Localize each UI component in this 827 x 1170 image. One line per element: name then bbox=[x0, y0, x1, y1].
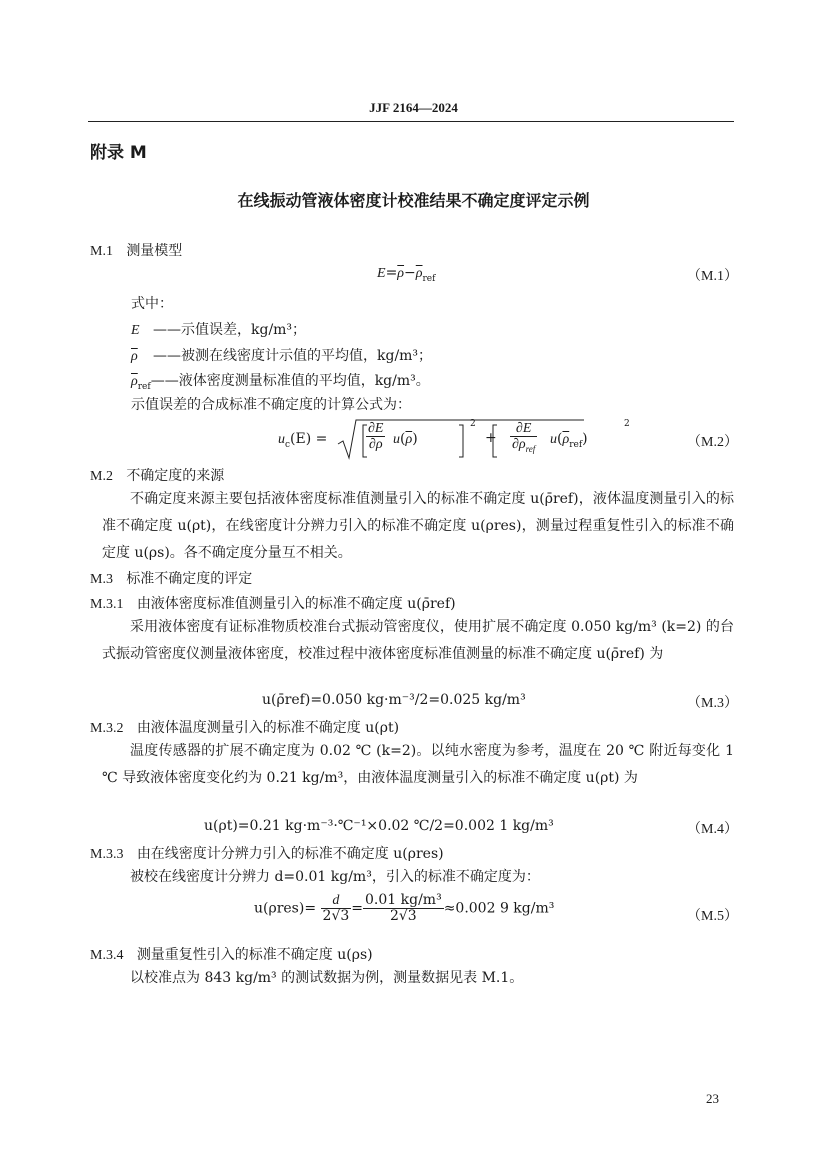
running-header: JJF 2164—2024 bbox=[369, 100, 458, 115]
frac-numerator: 0.01 kg/m³ bbox=[365, 892, 442, 908]
frac-numerator: ∂E bbox=[368, 421, 384, 436]
equation-m5 bbox=[254, 893, 554, 924]
eq-symbol: u bbox=[278, 432, 285, 447]
eq-superscript: 2 bbox=[624, 419, 630, 429]
frac-denominator: 2√3 bbox=[389, 908, 417, 924]
where-label: 式中： bbox=[131, 296, 173, 312]
definition-row bbox=[131, 345, 432, 365]
eq-text: ≈0.002 9 kg/m³ bbox=[443, 900, 555, 917]
equation-number: （M.1） bbox=[687, 269, 738, 284]
section-title: 标准不确定度的评定 bbox=[126, 571, 253, 587]
eq-subscript: ref bbox=[422, 273, 436, 284]
eq-op: = bbox=[351, 900, 364, 917]
page-number: 23 bbox=[706, 1091, 719, 1106]
section-title: 不确定度的来源 bbox=[126, 468, 225, 484]
paragraph: 不确定度来源主要包括液体密度标准值测量引入的标准不确定度 u(ρ̄ref)，液体温度测量引入的标准不确定度 u(ρt)，在线密度计分辨力引入的标准不确定度 u(ρres)，测量过程重复性引入的标准不确定度 u(ρs)。各不确定度分量互不相关。 bbox=[102, 491, 734, 561]
def-subscript: ref bbox=[137, 381, 151, 392]
section-number: M.1 bbox=[90, 244, 113, 259]
page-title: 在线振动管液体密度计校准结果不确定度评定示例 bbox=[237, 191, 590, 210]
section-number: M.2 bbox=[90, 469, 113, 484]
paragraph: 被校在线密度计分辨力 d=0.01 kg/m³，引入的标准不确定度为： bbox=[130, 869, 540, 885]
eq-term: $u(\overline{\rho})$ bbox=[393, 431, 418, 447]
frac-numerator: ∂E bbox=[510, 421, 537, 437]
frac-denominator: ∂ρ bbox=[368, 437, 383, 452]
definition-row bbox=[131, 370, 430, 392]
frac-denominator: $\partial\rho_{ref}$ bbox=[512, 437, 536, 454]
section-number: M.3.2 bbox=[90, 721, 124, 736]
appendix-label: 附录 M bbox=[90, 143, 147, 163]
fraction bbox=[363, 893, 444, 924]
eq-text: u(ρres)= bbox=[254, 900, 317, 917]
equation-number: （M.5） bbox=[687, 909, 738, 924]
def-text: ——液体密度测量标准值的平均值，kg/m³。 bbox=[150, 373, 430, 389]
section-number: M.3.1 bbox=[90, 597, 124, 612]
frac-denominator: 2√3 bbox=[322, 908, 350, 924]
equation-number: （M.3） bbox=[687, 696, 738, 711]
eq-op: + bbox=[485, 430, 497, 446]
formula-intro: 示值误差的合成标准不确定度的计算公式为： bbox=[131, 397, 411, 413]
eq-op: = bbox=[385, 265, 398, 281]
equation-m4: u(ρt)=0.21 kg·m⁻³·℃⁻¹×0.02 ℃/2=0.002 1 kg/m³ bbox=[204, 818, 554, 834]
eq-term: $u(\overline{\rho}_{ref})$ bbox=[550, 431, 588, 450]
eq-op: − bbox=[404, 265, 416, 281]
header-rule bbox=[88, 121, 734, 122]
subsection-heading-m33 bbox=[90, 843, 444, 863]
def-symbol: $\overline{\rho}$ bbox=[131, 374, 138, 389]
equation-number: （M.2） bbox=[687, 435, 738, 450]
section-title: 测量模型 bbox=[126, 243, 183, 259]
partial-fraction bbox=[366, 421, 385, 452]
fraction bbox=[321, 893, 352, 924]
subsection-heading-m31 bbox=[90, 593, 456, 613]
equation-m3: u(ρ̄ref)=0.050 kg·m⁻³/2=0.025 kg/m³ bbox=[262, 692, 526, 708]
paragraph: 采用液体密度有证标准物质校准台式振动管密度仪，使用扩展不确定度 0.050 kg/m³ (k=2) 的台式振动管密度仪测量液体密度，校准过程中液体密度标准值测量的标准不确定度 u(ρ̄ref) 为 bbox=[102, 619, 734, 662]
eq-superscript: 2 bbox=[470, 419, 476, 429]
subsection-heading-m34 bbox=[90, 944, 373, 964]
eq-subscript: c bbox=[285, 439, 291, 450]
section-number: M.3.4 bbox=[90, 948, 124, 963]
section-number: M.3 bbox=[90, 572, 113, 587]
section-heading-m3 bbox=[90, 568, 252, 588]
def-text: ——示值误差，kg/m³； bbox=[153, 322, 307, 338]
section-title: 测量重复性引入的标准不确定度 u(ρs) bbox=[136, 947, 373, 963]
section-number: M.3.3 bbox=[90, 847, 124, 862]
subsection-heading-m32 bbox=[90, 717, 399, 737]
equation-number: （M.4） bbox=[687, 822, 738, 837]
eq-symbol: $\overline{\rho}$ bbox=[397, 266, 405, 281]
definition-row bbox=[131, 319, 306, 339]
def-text: ——被测在线密度计示值的平均值，kg/m³； bbox=[153, 348, 433, 364]
section-title: 由液体温度测量引入的标准不确定度 u(ρt) bbox=[136, 720, 400, 736]
section-heading-m1 bbox=[90, 240, 182, 260]
eq-text: (E) = bbox=[290, 431, 328, 447]
eq-symbol: $\overline{\rho}$ bbox=[415, 266, 423, 281]
frac-numerator: d bbox=[321, 893, 352, 909]
section-title: 由液体密度标准值测量引入的标准不确定度 u(ρ̄ref) bbox=[136, 596, 456, 612]
def-symbol: E bbox=[131, 323, 140, 338]
paragraph: 温度传感器的扩展不确定度为 0.02 ℃ (k=2)。以纯水密度为参考，温度在 20 ℃ 附近每变化 1 ℃ 导致液体密度变化约为 0.21 kg/m³，由液体温度测量引入的标准不确定度 u(ρt) 为 bbox=[102, 743, 734, 786]
paragraph: 以校准点为 843 kg/m³ 的测试数据为例，测量数据见表 M.1。 bbox=[130, 970, 524, 986]
def-symbol: $\overline{\rho}$ bbox=[131, 349, 138, 364]
partial-fraction bbox=[510, 421, 537, 457]
section-heading-m2 bbox=[90, 465, 224, 485]
equation-m1 bbox=[377, 265, 435, 284]
section-title: 由在线密度计分辨力引入的标准不确定度 u(ρres) bbox=[136, 846, 444, 862]
eq-symbol: E bbox=[377, 266, 386, 281]
